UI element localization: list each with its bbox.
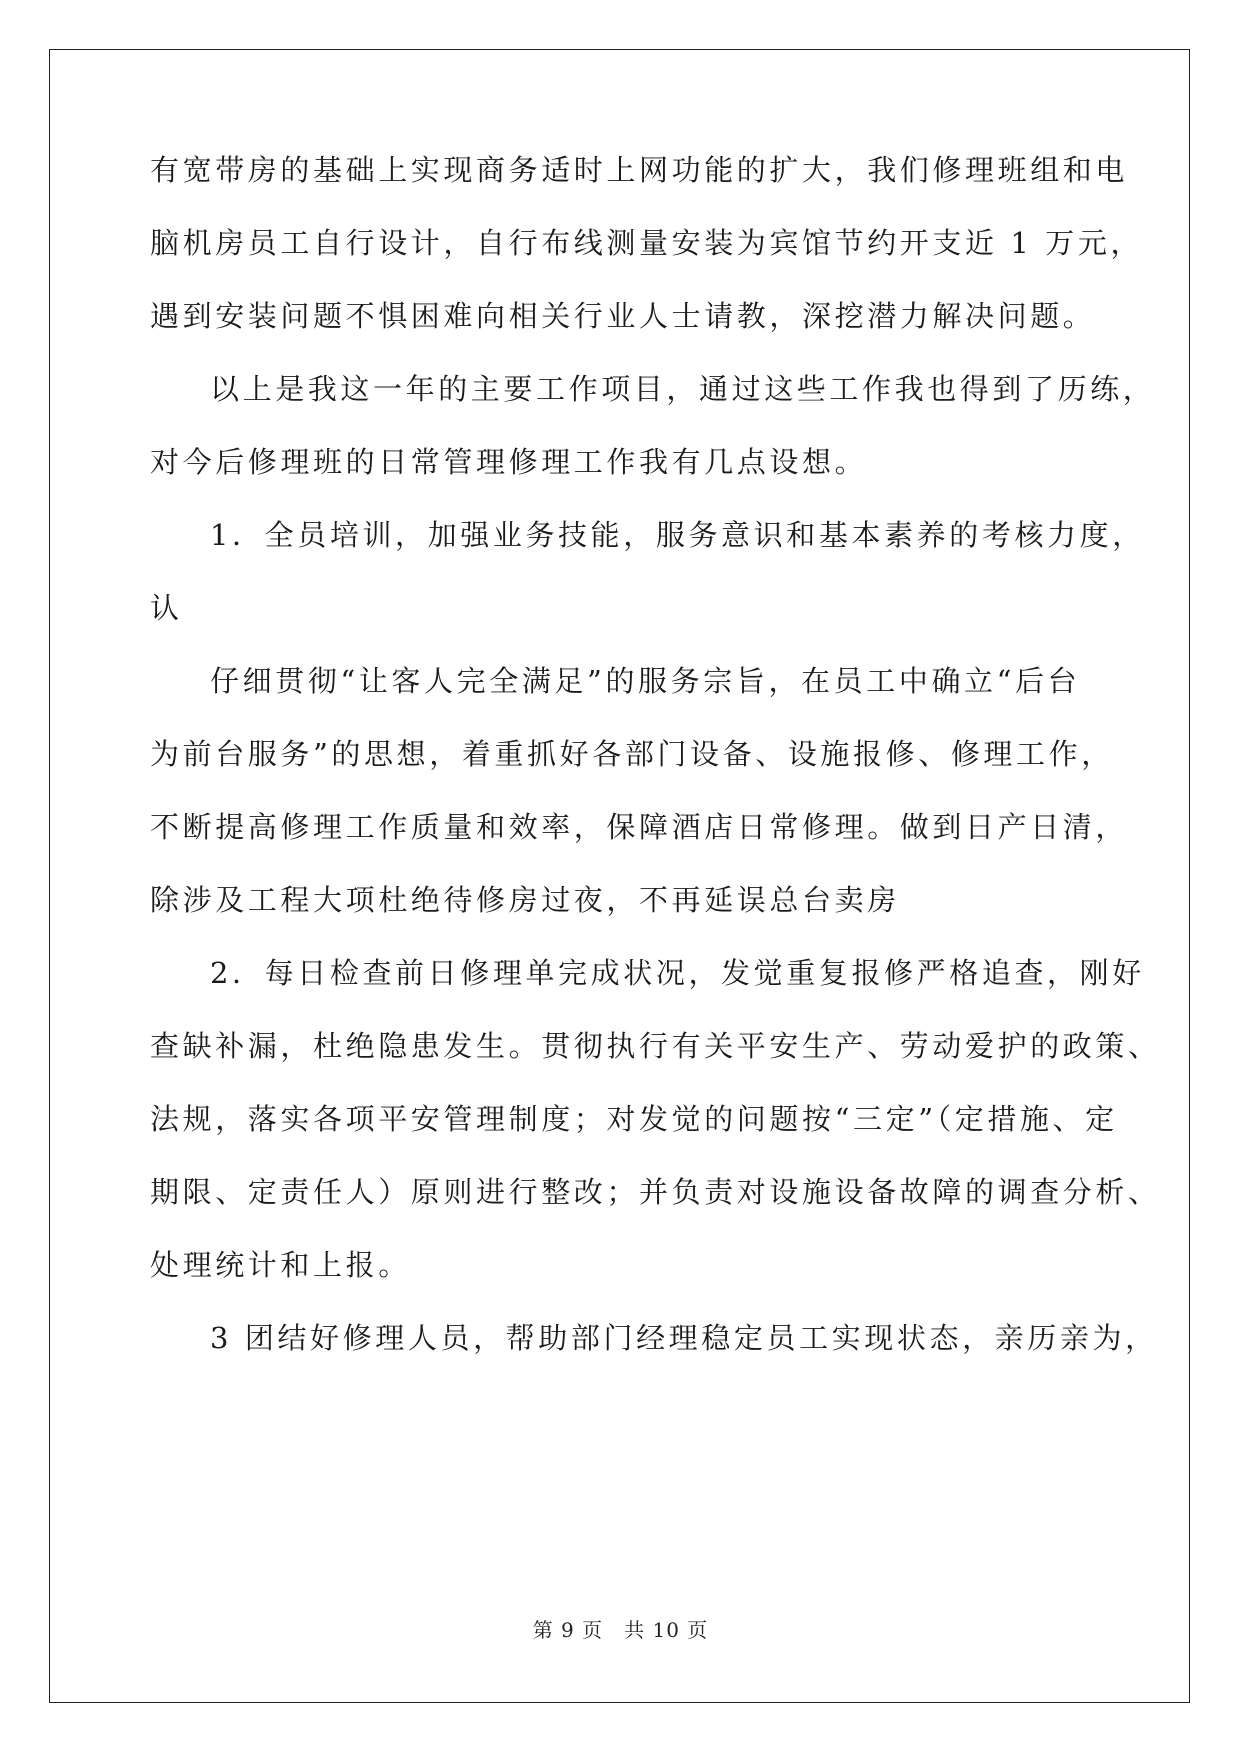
text-line: 1．全员培训，加强业务技能，服务意识和基本素养的考核力度， xyxy=(210,518,1145,552)
text-line: 2．每日检查前日修理单完成状况，发觉重复报修严格追查，刚好 xyxy=(210,956,1145,990)
text-line: 认 xyxy=(150,591,183,625)
text-line: 查缺补漏，杜绝隐患发生。贯彻执行有关平安生产、劳动爱护的政策、 xyxy=(150,1029,1161,1063)
text-line: 处理统计和上报。 xyxy=(150,1248,411,1282)
text-line: 不断提高修理工作质量和效率，保障酒店日常修理。做到日产日清， xyxy=(150,810,1129,844)
text-line: 仔细贯彻“让客人完全满足”的服务宗旨，在员工中确立“后台 xyxy=(210,664,1081,698)
text-line: 除涉及工程大项杜绝待修房过夜，不再延误总台卖房 xyxy=(150,883,900,917)
text-line: 有宽带房的基础上实现商务适时上网功能的扩大，我们修理班组和电 xyxy=(150,153,1129,187)
text-line: 脑机房员工自行设计，自行布线测量安装为宾馆节约开支近 1 万元， xyxy=(150,226,1144,260)
text-line: 以上是我这一年的主要工作项目，通过这些工作我也得到了历练， xyxy=(210,372,1156,406)
text-line: 遇到安装问题不惧困难向相关行业人士请教，深挖潜力解决问题。 xyxy=(150,299,1096,333)
text-line: 期限、定责任人）原则进行整改；并负责对设施设备故障的调查分析、 xyxy=(150,1175,1161,1209)
page-number-footer: 第 9 页 共 10 页 xyxy=(532,1618,709,1642)
text-line: 3 团结好修理人员，帮助部门经理稳定员工实现状态，亲历亲为， xyxy=(210,1321,1158,1355)
text-line: 法规，落实各项平安管理制度；对发觉的问题按“三定”（定措施、定 xyxy=(150,1102,1118,1136)
text-line: 为前台服务”的思想，着重抓好各部门设备、设施报修、修理工作， xyxy=(150,737,1114,771)
text-line: 对今后修理班的日常管理修理工作我有几点设想。 xyxy=(150,445,868,479)
